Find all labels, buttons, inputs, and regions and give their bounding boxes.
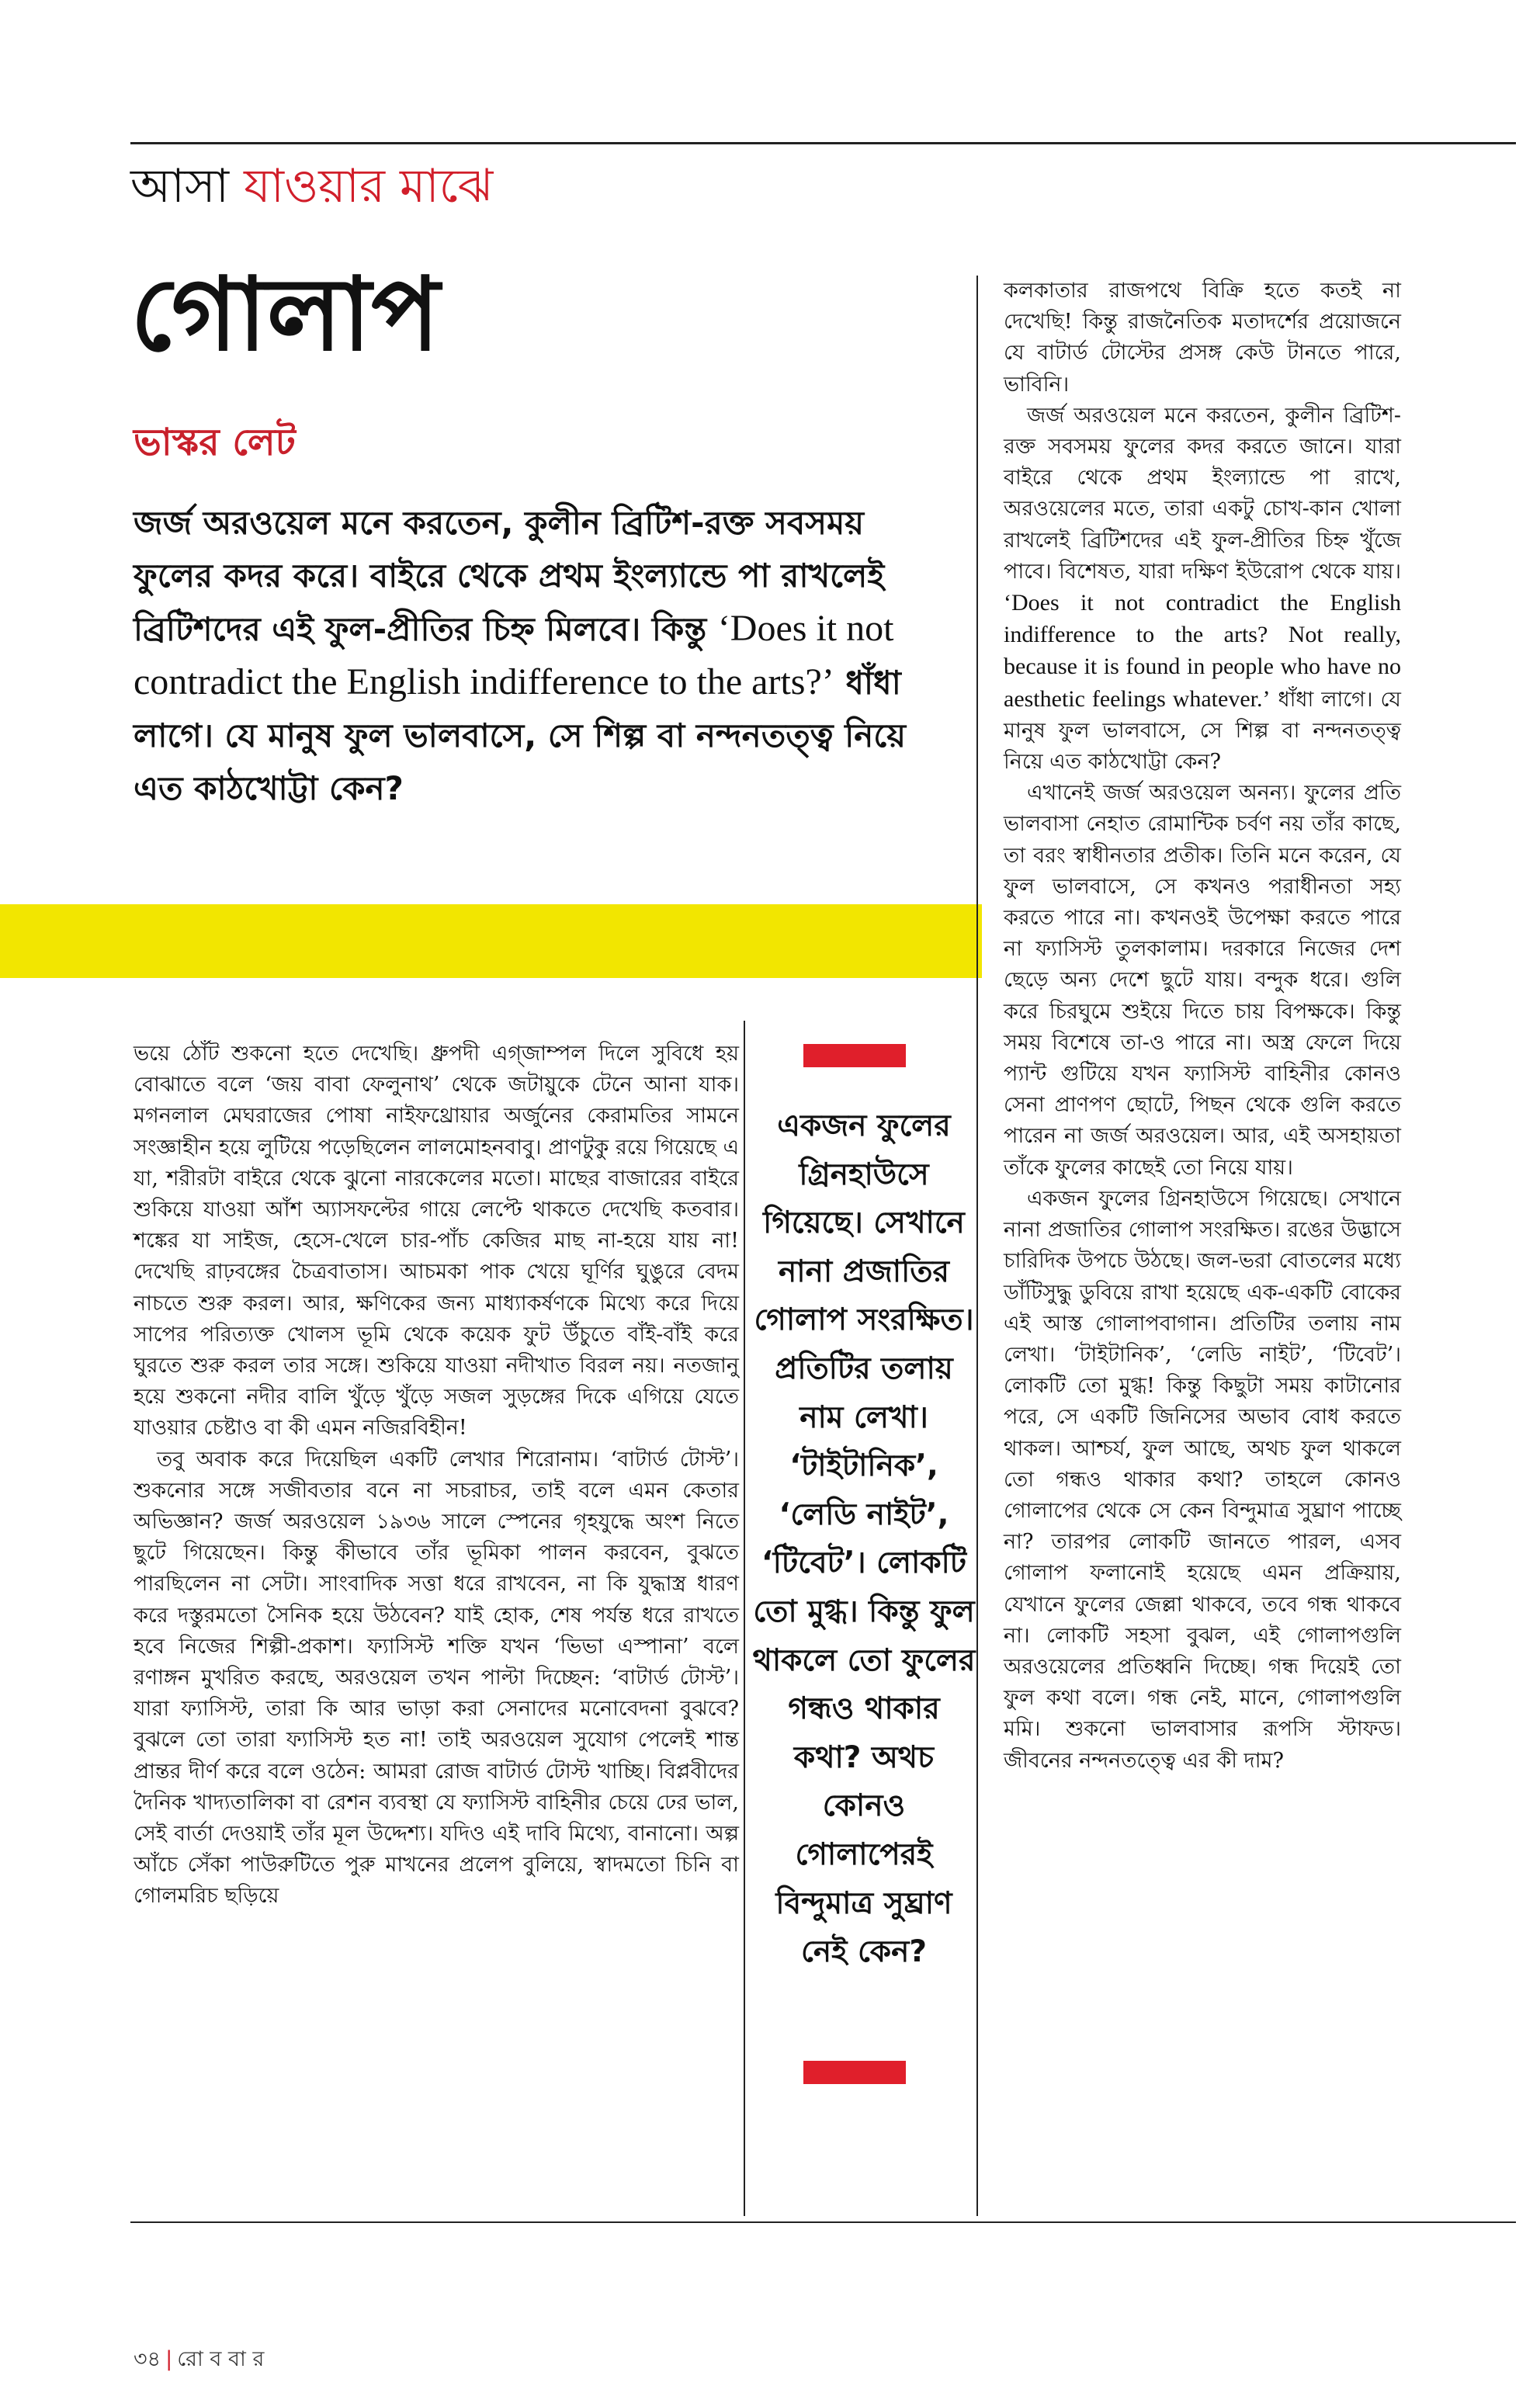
column-divider-left	[744, 1021, 745, 2216]
pull-quote-top-bar	[803, 1044, 906, 1067]
magazine-name: রো ব বা র	[177, 2347, 265, 2371]
body-column-left	[134, 1039, 739, 1913]
author-byline: ভাস্কর লেট	[134, 421, 296, 464]
footer-separator: |	[165, 2347, 173, 2371]
top-rule	[130, 142, 1516, 144]
article-title: গোলাপ	[130, 255, 440, 373]
paragraph: ভয়ে ঠোঁট শুকনো হতে দেখেছি। ধ্রুপদী এগ্‌জাম্পল দিলে সুবিধে হয় বোঝাতে বলে ‘জয় বাবা ফেলুনাথ’ থেকে জটায়ুকে টেনে আনা যাক। মগনলাল মেঘরাজের পোষা নাইফথ্রোয়ার অর্জুনের কেরামতির সামনে সংজ্ঞাহীন হয়ে লুটিয়ে পড়েছিলেন লালমোহনবাবু। প্রাণটুকু রয়ে গিয়েছে এ যা, শরীরটা বাইরে থেকে ঝুনো নারকেলের মতো। মাছের বাজারের বাইরে শুকিয়ে যাওয়া আঁশ অ্যাসফল্টের গায়ে লেপ্টে থাকতে দেখেছি কতবার। শঙ্কের যা সাইজ, হেসে-খেলে চার-পাঁচ কেজির মাছ না-হয়ে যায় না! দেখেছি রাঢ়বঙ্গের চৈত্রবাতাস। আচমকা পাক খেয়ে ঘূর্ণির ঘুঙুরে বেদম নাচতে শুরু করল। আর, ক্ষণিকের জন্য মাধ্যাকর্ষণকে মিথ্যে করে দিয়ে সাপের পরিত্যক্ত খোলস ভূমি থেকে কয়েক ফুট উঁচুতে বাঁই-বাঁই করে ঘুরতে শুরু করল তার সঙ্গে। শুকিয়ে যাওয়া নদীখাত বিরল নয়। নতজানু হয়ে শুকনো নদীর বালি খুঁড়ে খুঁড়ে সজল সুড়ঙ্গের দিকে এগিয়ে যেতে যাওয়ার চেষ্টাও বা কী এমন নজিরবিহীন!	[134, 1042, 739, 1441]
paragraph-text: ধাঁধা লাগে। যে মানুষ ফুল ভালবাসে, সে শিল্প বা নন্দনতত্ত্ব নিয়ে এত কাঠখোট্টা কেন?	[1004, 687, 1401, 775]
paragraph-text: জর্জ অরওয়েল মনে করতেন, কুলীন ব্রিটিশ-রক্ত সবসময় ফুলের কদর করতে জানে। যারা বাইরে থেকে প্রথম ইংল্যান্ডে পা রাখে, অরওয়েলের মতে, তারা একটু চোখ-কান খোলা রাখলেই ব্রিটিশদের এই ফুল-প্রীতির চিহ্ন খুঁজে পাবে। বিশেষত, যারা দক্ষিণ ইউরোপ থেকে যায়।	[1004, 403, 1401, 584]
pull-quote: একজন ফুলের গ্রিনহাউসে গিয়েছে। সেখানে নানা প্রজাতির গোলাপ সংরক্ষিত। প্রতিটির তলায় নাম লেখা। ‘টাইটানিক’, ‘লেডি নাইট’, ‘টিবেট’। লোকটি তো মুগ্ধ। কিন্তু ফুল থাকলে তো ফুলের গন্ধও থাকার কথা? অথচ কোনও গোলাপেরই বিন্দুমাত্র সুঘ্রাণ নেই কেন?	[752, 1108, 976, 1970]
column-divider-right	[976, 276, 978, 2216]
intro-quote: ‘Does it not contradict the English indifference to the arts?’	[134, 608, 894, 702]
english-quote: ‘Does it not contradict the English indifference to the arts? Not really, because it is found in people who have no aesthetic feelings whatever.’	[1004, 590, 1401, 712]
article-intro	[134, 497, 917, 815]
page-footer	[134, 2344, 264, 2375]
paragraph: তবু অবাক করে দিয়েছিল একটি লেখার শিরোনাম। ‘বাটার্ড টোস্ট’। শুকনোর সঙ্গে সজীবতার বনে না সচরাচর, তাই বলে এমন কেতার অভিজ্ঞান? জর্জ অরওয়েল ১৯৩৬ সালে স্পেনের গৃহযুদ্ধে অংশ নিতে ছুটে গিয়েছেন। কিন্তু কীভাবে তাঁর ভূমিকা পালন করবেন, বুঝতে পারছিলেন না সেটা। সাংবাদিক সত্তা ধরে রাখবেন, না কি যুদ্ধাস্ত্র ধারণ করে দস্তুরমতো সৈনিক হয়ে উঠবেন? যাই হোক, শেষ পর্যন্ত ধরে রাখতে হবে নিজের শিল্পী-প্রকাশ। ফ্যাসিস্ট শক্তি যখন ‘ভিভা এস্পানা’ বলে রণাঙ্গন মুখরিত করছে, অরওয়েল তখন পাল্টা দিচ্ছেন: ‘বাটার্ড টোস্ট’। যারা ফ্যাসিস্ট, তারা কি আর ভাড়া করা সেনাদের মনোবেদনা বুঝবে? বুঝলে তো তারা ফ্যাসিস্ট হত না! তাই অরওয়েল সুযোগ পেলেই শান্ত প্রান্তর দীর্ণ করে বলে ওঠেন: আমরা রোজ বাটার্ড টোস্ট খাচ্ছি। বিপ্লবীদের দৈনিক খাদ্যতালিকা বা রেশন ব্যবস্থা যে ফ্যাসিস্ট বাহিনীর চেয়ে ঢের ভাল, সেই বার্তা দেওয়াই তাঁর মূল উদ্দেশ্য। যদিও এই দাবি মিথ্যে, বানানো। অল্প আঁচে সেঁকা পাউরুটিতে পুরু মাখনের প্রলেপ বুলিয়ে, স্বাদমতো চিনি বা গোলমরিচ ছড়িয়ে	[134, 1447, 739, 1909]
highlight-band	[0, 904, 982, 978]
section-label	[130, 155, 493, 217]
page-number: ৩৪	[134, 2347, 161, 2371]
paragraph: এখানেই জর্জ অরওয়েল অনন্য। ফুলের প্রতি ভালবাসা নেহাত রোমান্টিক চর্বণ নয় তাঁর কাছে, তা বরং স্বাধীনতার প্রতীক। তিনি মনে করেন, যে ফুল ভালবাসে, সে কখনও পরাধীনতা সহ্য করতে পারে না। কখনওই উপেক্ষা করতে পারে না ফ্যাসিস্ট তুলকালাম। দরকারে নিজের দেশ ছেড়ে অন্য দেশে ছুটে যায়। বন্দুক ধরে। গুলি করে চিরঘুমে শুইয়ে দিতে চায় বিপক্ষকে। কিন্তু সময় বিশেষে তা-ও পারে না। অস্ত্র ফেলে দিয়ে প্যান্ট গুটিয়ে যখন ফ্যাসিস্ট বাহিনীর কোনও সেনা প্রাণপণ ছোটে, পিছন থেকে গুলি করতে পারেন না জর্জ অরওয়েল। আর, এই অসহায়তা তাঁকে ফুলের কাছেই তো নিয়ে যায়।	[1004, 781, 1401, 1180]
bottom-rule	[130, 2221, 1516, 2223]
paragraph: কলকাতার রাজপথে বিক্রি হতে কতই না দেখেছি! কিন্তু রাজনৈতিক মতাদর্শের প্রয়োজনে যে বাটার্ড টোস্টের প্রসঙ্গ কেউ টানতে পারে, ভাবিনি।	[1004, 279, 1401, 397]
section-label-part1: আসা	[130, 159, 245, 213]
section-label-part2: যাওয়ার মাঝে	[244, 159, 494, 213]
paragraph: একজন ফুলের গ্রিনহাউসে গিয়েছে। সেখানে নানা প্রজাতির গোলাপ সংরক্ষিত। রঙের উদ্ভাসে চারিদিক উপচে উঠছে। জল-ভরা বোতলের মধ্যে ডাঁটিসুদ্ধু ডুবিয়ে রাখা হয়েছে এক-একটি বোকের এই আস্ত গোলাপবাগান। প্রতিটির তলায় নাম লেখা। ‘টাইটানিক’, ‘লেডি নাইট’, ‘টিবেট’। লোকটি তো মুগ্ধ! কিন্তু কিছুটা সময় কাটানোর পরে, সে একটি জিনিসের অভাব বোধ করতে থাকল। আশ্চর্য, ফুল আছে, অথচ ফুল থাকলে তো গন্ধও থাকার কথা? তাহলে কোনও গোলাপের থেকে সে কেন বিন্দুমাত্র সুঘ্রাণ পাচ্ছে না? তারপর লোকটি জানতে পারল, এসব গোলাপ ফলানোই হয়েছে এমন প্রক্রিয়ায়, যেখানে ফুলের জেল্লা থাকবে, তবে গন্ধ থাকবে না। লোকটি সহসা বুঝল, এই গোলাপগুলি অরওয়েলের প্রতিধ্বনি দিচ্ছে। গন্ধ দিয়েই তো ফুল কথা বলে। গন্ধ নেই, মানে, গোলাপগুলি মমি। শুকনো ভালবাসার রূপসি স্টাফড। জীবনের নন্দনতত্ত্বে এর কী দাম?	[1004, 1186, 1401, 1773]
paragraph	[1004, 401, 1401, 778]
intro-text-a: জর্জ অরওয়েল মনে করতেন, কুলীন ব্রিটিশ-রক্ত সবসময় ফুলের কদর করে। বাইরে থেকে প্রথম ইংল্যান্ডে পা রাখলেই ব্রিটিশদের এই ফুল-প্রীতির চিহ্ন মিলবে। কিন্তু	[134, 504, 885, 648]
body-column-right	[1004, 276, 1401, 1777]
pull-quote-bottom-bar	[803, 2061, 906, 2084]
intro-text-b: ধাঁধা লাগে। যে মানুষ ফুল ভালবাসে, সে শিল্প বা নন্দনতত্ত্ব নিয়ে এত কাঠখোট্টা কেন?	[134, 664, 906, 807]
